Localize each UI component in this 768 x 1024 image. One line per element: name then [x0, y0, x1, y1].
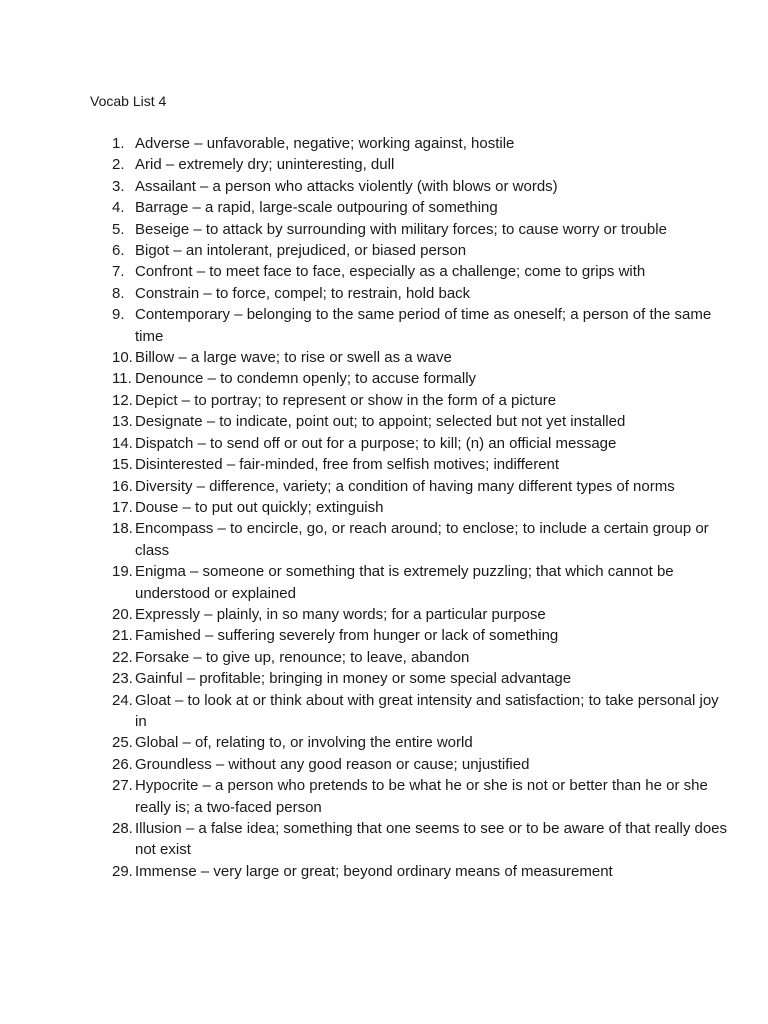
item-number: 4. — [112, 199, 125, 217]
item-definition: Hypocrite – a person who pretends to be what he or she is not or better than he or she really is; a two-faced person — [135, 777, 708, 816]
list-item — [90, 197, 728, 218]
item-definition: Confront – to meet face to face, especially as a challenge; come to grips with — [135, 263, 646, 281]
item-definition: Enigma – someone or something that is extremely puzzling; that which cannot be understood or explained — [135, 563, 674, 602]
item-definition: Expressly – plainly, in so many words; for a particular purpose — [135, 605, 546, 623]
item-definition: Groundless – without any good reason or cause; unjustified — [135, 755, 530, 773]
item-number: 14. — [112, 434, 133, 452]
item-definition: Illusion – a false idea; something that one seems to see or to be aware of that really does not exist — [135, 820, 728, 859]
item-number: 15. — [112, 456, 133, 474]
item-number: 17. — [112, 498, 133, 516]
item-number: 9. — [112, 306, 125, 324]
item-definition: Bigot – an intolerant, prejudiced, or biased person — [135, 242, 467, 260]
list-item — [90, 347, 728, 368]
list-item — [90, 625, 728, 646]
list-item — [90, 219, 728, 240]
item-definition: Assailant – a person who attacks violently (with blows or words) — [135, 177, 558, 195]
item-number: 23. — [112, 670, 133, 688]
item-definition: Denounce – to condemn openly; to accuse formally — [135, 370, 477, 388]
item-number: 26. — [112, 755, 133, 773]
item-definition: Dispatch – to send off or out for a purpose; to kill; (n) an official message — [135, 434, 617, 452]
item-number: 16. — [112, 477, 133, 495]
item-number: 2. — [112, 156, 125, 174]
item-number: 20. — [112, 605, 133, 623]
item-number: 1. — [112, 135, 125, 152]
item-definition: Immense – very large or great; beyond ordinary means of measurement — [135, 862, 613, 880]
document-title: Vocab List 4 — [90, 93, 167, 109]
item-number: 25. — [112, 734, 133, 752]
item-number: 21. — [112, 627, 133, 645]
list-item — [90, 304, 728, 347]
list-item — [90, 390, 728, 411]
item-definition: Encompass – to encircle, go, or reach around; to enclose; to include a certain group or class — [135, 520, 709, 559]
item-number: 11. — [112, 370, 132, 388]
list-item — [90, 861, 728, 882]
item-number: 5. — [112, 220, 125, 238]
item-definition: Gloat – to look at or think about with great intensity and satisfaction; to take personal joy in — [135, 691, 719, 730]
item-number: 13. — [112, 413, 133, 431]
item-number: 10. — [112, 349, 133, 367]
list-item — [90, 433, 728, 454]
item-number: 24. — [112, 691, 133, 709]
item-definition: Designate – to indicate, point out; to appoint; selected but not yet installed — [135, 413, 626, 431]
list-item — [90, 240, 728, 261]
list-item — [90, 647, 728, 668]
item-definition: Billow – a large wave; to rise or swell as a wave — [135, 349, 452, 367]
item-definition: Beseige – to attack by surrounding with military forces; to cause worry or trouble — [135, 220, 667, 238]
list-item — [90, 411, 728, 432]
list-item — [90, 261, 728, 282]
list-item — [90, 690, 728, 733]
item-number: 27. — [112, 777, 133, 795]
item-definition: Diversity – difference, variety; a condition of having many different types of norms — [135, 477, 675, 495]
item-definition: Gainful – profitable; bringing in money or some special advantage — [135, 670, 572, 688]
list-item — [90, 818, 728, 861]
list-item — [90, 133, 728, 154]
item-definition: Global – of, relating to, or involving the entire world — [135, 734, 473, 752]
item-definition: Constrain – to force, compel; to restrain, hold back — [135, 284, 471, 302]
list-item — [90, 368, 728, 389]
list-item — [90, 732, 728, 753]
item-definition: Arid – extremely dry; uninteresting, dull — [135, 156, 395, 174]
item-number: 8. — [112, 284, 125, 302]
list-item — [90, 561, 728, 604]
item-definition: Famished – suffering severely from hunger or lack of something — [135, 627, 559, 645]
list-item — [90, 283, 728, 304]
list-item — [90, 476, 728, 497]
item-number: 3. — [112, 177, 125, 195]
item-definition: Depict – to portray; to represent or show in the form of a picture — [135, 391, 557, 409]
item-number: 29. — [112, 862, 133, 880]
item-number: 28. — [112, 820, 133, 837]
list-item — [90, 454, 728, 475]
list-item — [90, 775, 728, 818]
vocab-list — [90, 133, 728, 882]
item-definition: Adverse – unfavorable, negative; working against, hostile — [135, 135, 515, 152]
item-definition: Barrage – a rapid, large-scale outpouring of something — [135, 199, 498, 217]
list-item — [90, 668, 728, 689]
item-definition: Disinterested – fair-minded, free from selfish motives; indifferent — [135, 456, 560, 474]
item-number: 19. — [112, 563, 133, 581]
list-item — [90, 154, 728, 175]
list-item — [90, 176, 728, 197]
item-number: 6. — [112, 242, 125, 260]
item-number: 18. — [112, 520, 133, 538]
item-number: 12. — [112, 391, 133, 409]
item-definition: Douse – to put out quickly; extinguish — [135, 498, 384, 516]
item-number: 22. — [112, 648, 133, 666]
list-item — [90, 754, 728, 775]
item-definition: Contemporary – belonging to the same period of time as oneself; a person of the same time — [135, 306, 712, 345]
item-number: 7. — [112, 263, 125, 281]
list-item — [90, 518, 728, 561]
list-item — [90, 604, 728, 625]
item-definition: Forsake – to give up, renounce; to leave, abandon — [135, 648, 470, 666]
list-item — [90, 497, 728, 518]
